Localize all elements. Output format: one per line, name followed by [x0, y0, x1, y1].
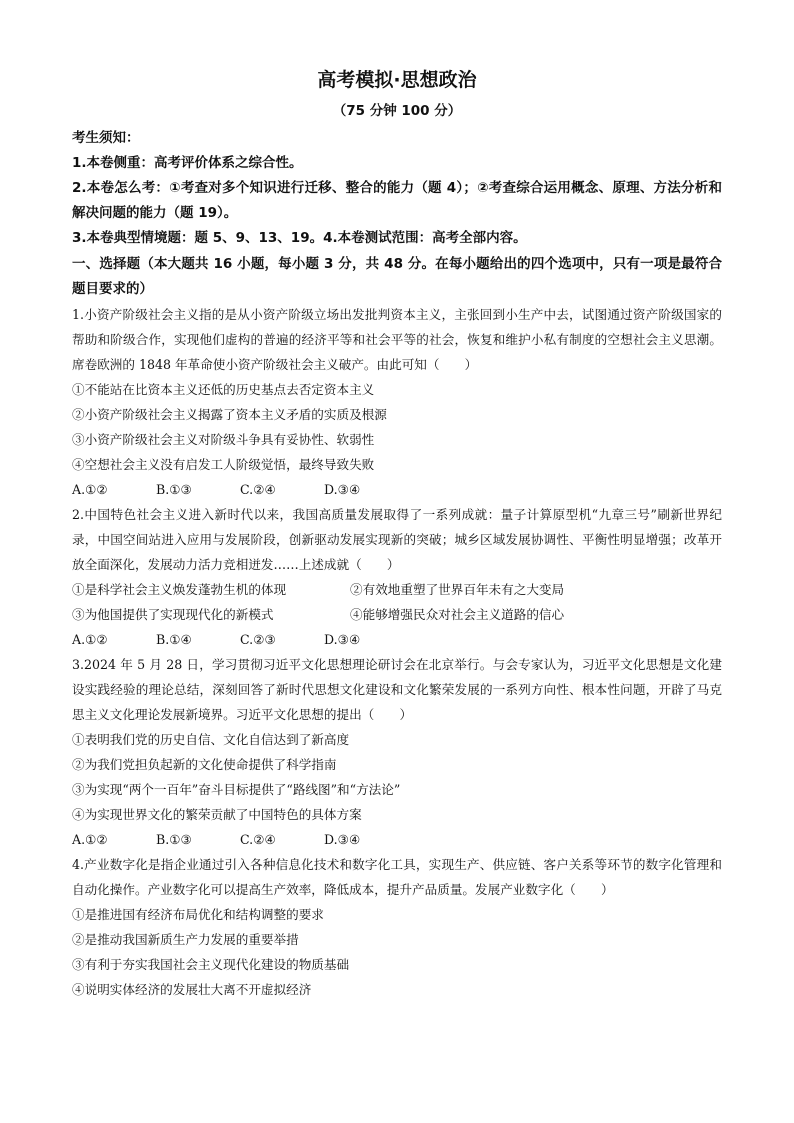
option-row: [72, 602, 722, 627]
notice-item: 2.本卷怎么考：①考查对多个知识进行迁移、整合的能力（题 4）；②考查综合运用概念、原理、方法分析和解决问题的能力（题 19）。: [72, 180, 722, 221]
notice-item: 3.本卷典型情境题：题 5、9、13、19。4.本卷测试范围：高考全部内容。: [72, 230, 527, 246]
answer-choices: [72, 827, 722, 852]
question-stem: 3.2024 年 5 月 28 日，学习贯彻习近平文化思想理论研讨会在北京举行。与会专家认为，习近平文化思想是文化建设实践经验的理论总结，深刻回答了新时代思想文化建设和文化繁荣发展的一系列方向性、根本性问题，开辟了马克思主义文化理论发展新境界。习近平文化思想的提出（ ）: [72, 657, 722, 722]
answer-choices: [72, 627, 722, 652]
question-2: [72, 502, 722, 652]
answer-choice-a: A.①②: [72, 832, 108, 847]
question-stem: 1.小资产阶级社会主义指的是从小资产阶级立场出发批判资本主义，主张回到小生产中去，试图通过资产阶级国家的帮助和阶级合作，实现他们虚构的普遍的经济平等和社会平等的社会，恢复和维护小私有制度的空想社会主义思潮。席卷欧洲的 1848 年革命使小资产阶级社会主义破产。由此可知（ ）: [72, 307, 722, 372]
answer-choice-c: C.②③: [240, 632, 276, 647]
option-statement: ④说明实体经济的发展壮大离不开虚拟经济: [72, 982, 312, 997]
answer-choice-a: A.①②: [72, 482, 108, 497]
option-statement: ①是推进国有经济布局优化和结构调整的要求: [72, 907, 324, 922]
question-stem: 2.中国特色社会主义进入新时代以来，我国高质量发展取得了一系列成就：量子计算原型机“九章三号”刷新世界纪录，中国空间站进入应用与发展阶段，创新驱动发展实现新的突破；城乡区域发展协调性、平衡性明显增强；改革开放全面深化，发展动力活力竞相迸发……上述成就（ ）: [72, 507, 722, 572]
answer-choice-c: C.②④: [240, 832, 276, 847]
answer-choice-c: C.②④: [240, 482, 276, 497]
notice-item: 1.本卷侧重：高考评价体系之综合性。: [72, 155, 303, 171]
answer-choice-b: B.①③: [156, 482, 192, 497]
question-4: [72, 852, 722, 1002]
option-statement: ②为我们党担负起新的文化使命提供了科学指南: [72, 757, 337, 772]
question-1: [72, 302, 722, 502]
question-3: [72, 652, 722, 852]
option-statement: ①是科学社会主义焕发蓬勃生机的体现: [72, 582, 287, 597]
exam-duration-score: （75 分钟 100 分）: [332, 103, 462, 119]
answer-choice-b: B.①④: [156, 632, 192, 647]
page-title: 高考模拟·思想政治: [317, 69, 477, 91]
option-statement: ④为实现世界文化的繁荣贡献了中国特色的具体方案: [72, 807, 362, 822]
section-heading: 一、选择题（本大题共 16 小题，每小题 3 分，共 48 分。在每小题给出的四个选项中，只有一项是最符合题目要求的）: [72, 256, 722, 297]
option-row: [72, 577, 722, 602]
option-statement: ③小资产阶级社会主义对阶级斗争具有妥协性、软弱性: [72, 432, 375, 447]
option-statement: ③为他国提供了实现现代化的新模式: [72, 607, 274, 622]
option-statement: ④空想社会主义没有启发工人阶级觉悟，最终导致失败: [72, 457, 375, 472]
question-stem: 4.产业数字化是指企业通过引入各种信息化技术和数字化工具，实现生产、供应链、客户关系等环节的数字化管理和自动化操作。产业数字化可以提高生产效率，降低成本，提升产品质量。发展产业数字化（ ）: [72, 857, 722, 897]
answer-choice-a: A.①②: [72, 632, 108, 647]
option-statement: ②有效地重塑了世界百年未有之大变局: [350, 582, 565, 597]
option-statement: ①不能站在比资本主义还低的历史基点去否定资本主义: [72, 382, 375, 397]
option-statement: ②小资产阶级社会主义揭露了资本主义矛盾的实质及根源: [72, 407, 387, 422]
answer-choice-d: D.③④: [324, 632, 361, 647]
notice-heading: 考生须知：: [72, 130, 140, 146]
option-statement: ④能够增强民众对社会主义道路的信心: [350, 607, 565, 622]
exam-page: [72, 66, 722, 1002]
option-statement: ①表明我们党的历史自信、文化自信达到了新高度: [72, 732, 350, 747]
answer-choices: [72, 477, 722, 502]
option-statement: ③为实现“两个一百年”奋斗目标提供了“路线图”和“方法论”: [72, 782, 401, 797]
answer-choice-b: B.①③: [156, 832, 192, 847]
answer-choice-d: D.③④: [324, 832, 361, 847]
option-statement: ②是推动我国新质生产力发展的重要举措: [72, 932, 299, 947]
option-statement: ③有利于夯实我国社会主义现代化建设的物质基础: [72, 957, 350, 972]
answer-choice-d: D.③④: [324, 482, 361, 497]
